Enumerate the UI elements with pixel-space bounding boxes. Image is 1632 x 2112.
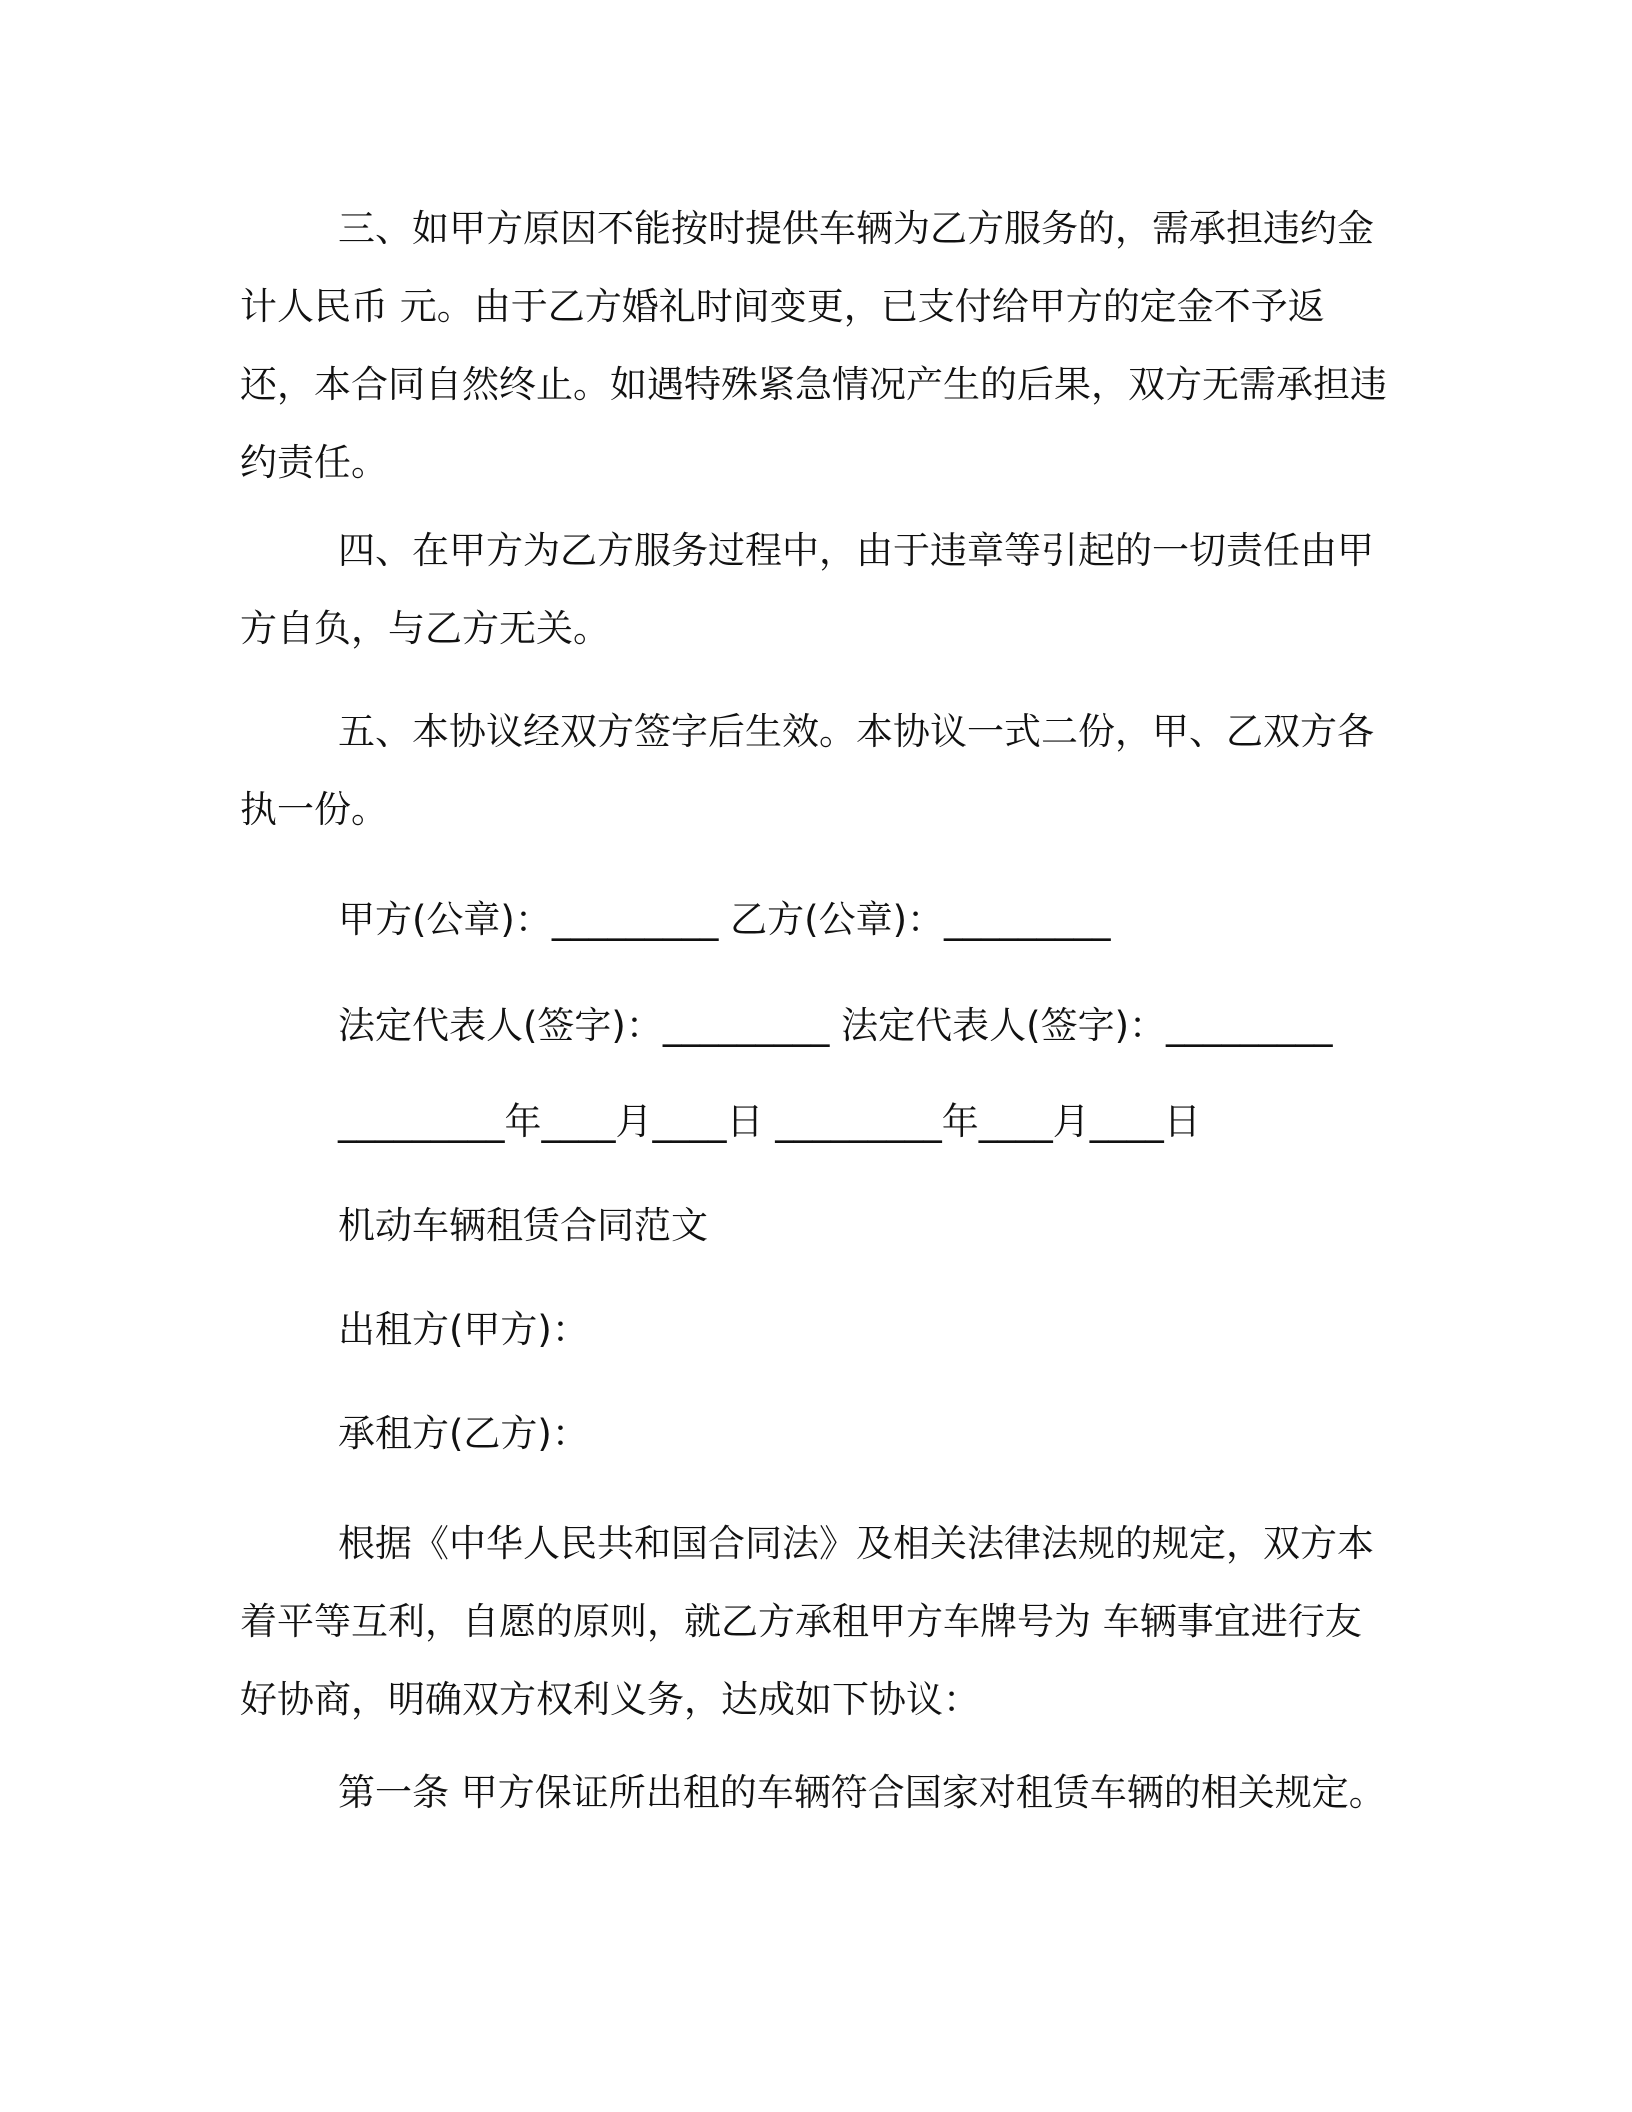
clause-5-paragraph: 五、本协议经双方签字后生效。本协议一式二份，甲、乙双方各执一份。 bbox=[240, 710, 1374, 831]
clause-3-paragraph: 三、如甲方原因不能按时提供车辆为乙方服务的，需承担违约金计人民币 元。由于乙方婚礼时间变更，已支付给甲方的定金不予返还，本合同自然终止。如遇特殊紧急情况产生的后果，双方无需承担违约责任。 bbox=[240, 207, 1387, 484]
seal-signature-line: 甲方(公章)：_________ 乙方(公章)：_________ bbox=[338, 898, 1111, 941]
date-line: _________年____月____日 _________年____月____日 bbox=[338, 1100, 1201, 1143]
representative-signature-line: 法定代表人(签字)：_________ 法定代表人(签字)：_________ bbox=[338, 1004, 1333, 1047]
clause-4-paragraph: 四、在甲方为乙方服务过程中，由于违章等引起的一切责任由甲方自负，与乙方无关。 bbox=[240, 529, 1374, 650]
second-contract-title: 机动车辆租赁合同范文 bbox=[338, 1204, 708, 1247]
lessee-line: 承租方(乙方)： bbox=[338, 1412, 589, 1455]
article-1-line: 第一条 甲方保证所出租的车辆符合国家对租赁车辆的相关规定。 bbox=[338, 1771, 1386, 1814]
preamble-paragraph: 根据《中华人民共和国合同法》及相关法律法规的规定，双方本着平等互利，自愿的原则，就乙方承租甲方车牌号为 车辆事宜进行友好协商，明确双方权利义务，达成如下协议： bbox=[240, 1522, 1374, 1721]
lessor-line: 出租方(甲方)： bbox=[338, 1308, 589, 1351]
